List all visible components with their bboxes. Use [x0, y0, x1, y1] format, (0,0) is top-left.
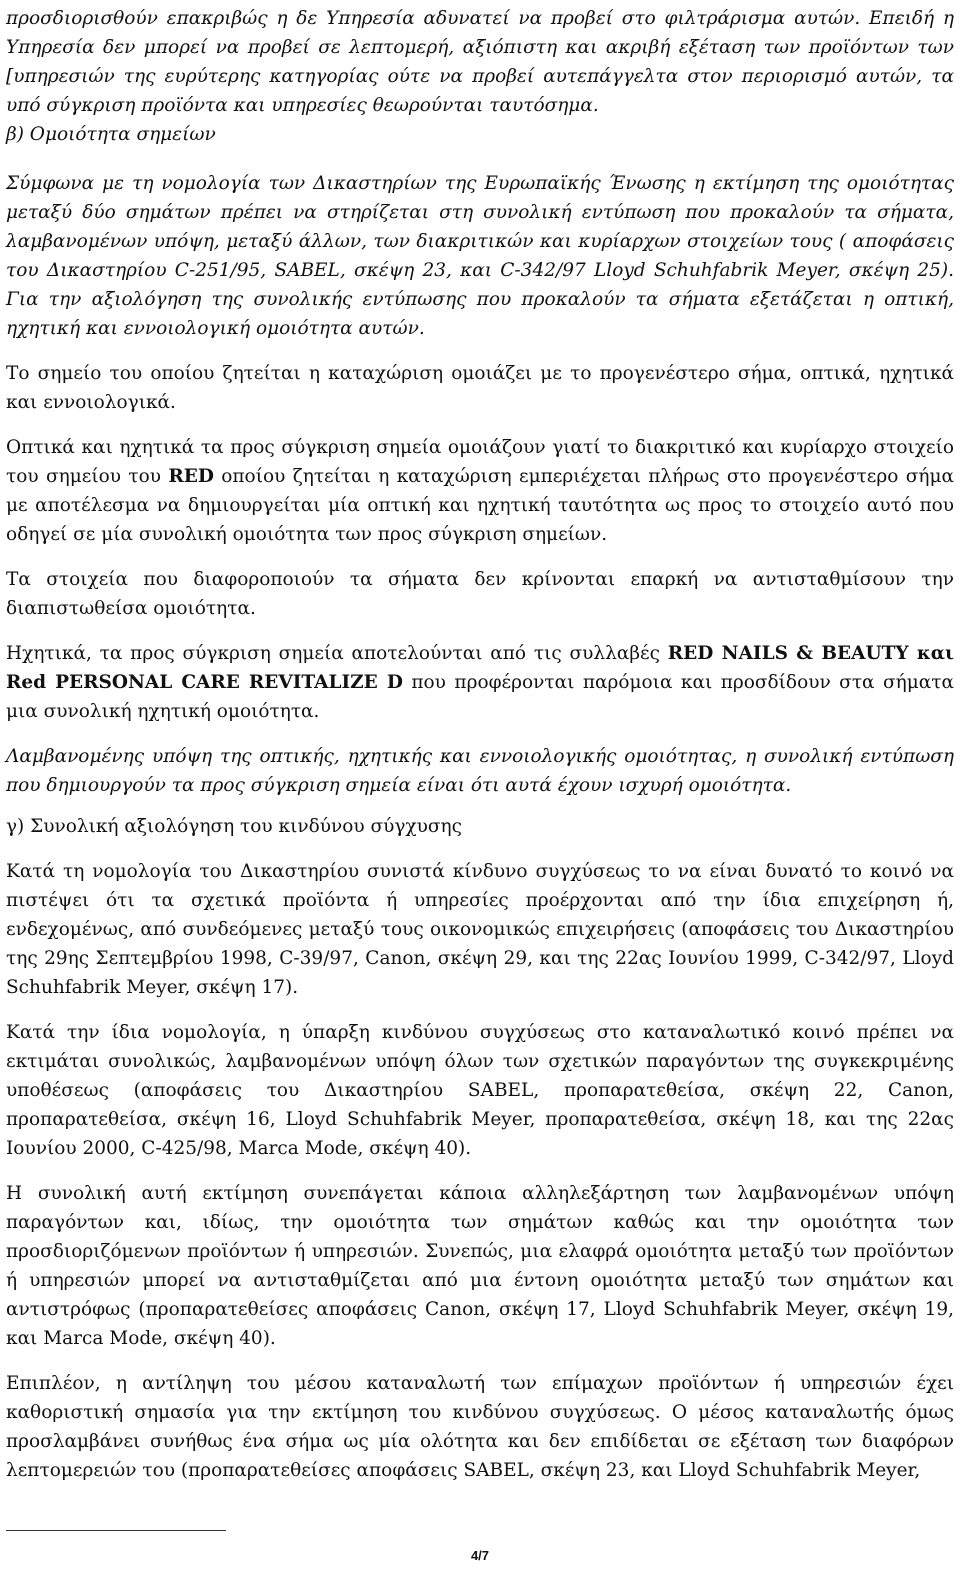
paragraph-visual-start: Οπτικά και ηχητικά τα προς σύγκριση σημεία ομοιάζουν γιατί το διακριτικό και κυρίαρχο στοιχείο του σημείου του: [6, 437, 954, 487]
page-number: 4/7: [470, 1548, 490, 1563]
paragraph-consumer: Επιπλέον, η αντίληψη του μέσου καταναλωτή των επίμαχων προϊόντων ή υπηρεσιών έχει καθοριστική σημασία για την εκτίμηση του κινδύνου συγχύσεως. Ο μέσος καταναλωτής όμως προσλαμβάνει συνήθως ένα σήμα ως μία ολότητα και δεν επιδίδεται σε εξέταση των διαφόρων λεπτομερειών του (προπαρατεθείσες αποφάσεις SABEL, σκέψη 23, και Lloyd Schuhfabrik Meyer,: [6, 1373, 954, 1481]
paragraph-jurisprudence: Σύμφωνα με τη νομολογία των Δικαστηρίων της Ευρωπαϊκής Ένωσης η εκτίμηση της ομοιότητας μεταξύ δύο σημάτων πρέπει να στηρίζεται στη συνολική εντύπωση που προκαλούν τα σήματα, λαμβανομένων υπόψη, μεταξύ άλλων, των διακριτικών και κυρίαρχων στοιχείων τους ( αποφάσεις του Δικαστηρίου C-251/95, SABEL, σκέψη 23, και C-342/97 Lloyd Schuhfabrik Meyer, σκέψη 25). Για την αξιολόγηση της συνολικής εντύπωσης που προκαλούν τα σήματα εξετάζεται η οπτική, ηχητική και εννοιολογική ομοιότητα αυτών.: [6, 173, 954, 339]
intro-paragraph: προσδιορισθούν επακριβώς η δε Υπηρεσία αδυνατεί να προβεί στο φιλτράρισμα αυτών. Επειδή η Υπηρεσία δεν μπορεί να προβεί σε λεπτομερή, αξιόπιστη και ακριβή εξέταση των προϊόντων των [υπηρεσιών της ευρύτερης κατηγορίας ούτε να προβεί αυτεπάγγελτα στον περιορισμό αυτών, τα υπό σύγκριση προϊόντα και υπηρεσίες θεωρούνται ταυτόσημα.: [6, 8, 954, 116]
paragraph-resembles: Το σημείο του οποίου ζητείται η καταχώριση ομοιάζει με το προγενέστερο σήμα, οπτικά, ηχητικά και εννοιολογικά.: [6, 363, 954, 413]
paragraph-global-assessment: Κατά την ίδια νομολογία, η ύπαρξη κινδύνου συγχύσεως στο καταναλωτικό κοινό πρέπει να εκτιμάται συνολικώς, λαμβανομένων υπόψη όλων των σχετικών παραγόντων της συγκεκριμένης υποθέσεως (αποφάσεις του Δικαστηρίου SABEL, προπαρατεθείσα, σκέψη 22, Canon, προπαρατεθείσα, σκέψη 16, Lloyd Schuhfabrik Meyer, προπαρατεθείσα, σκέψη 18, και της 22ας Ιουνίου 2000, C-425/98, Marca Mode, σκέψη 40).: [6, 1022, 954, 1159]
paragraph-phonetic: [6, 639, 954, 726]
footer-divider: [6, 1530, 226, 1531]
mark-red-bold: RED: [168, 466, 214, 487]
paragraph-interdependence: Η συνολική αυτή εκτίμηση συνεπάγεται κάποια αλληλεξάρτηση των λαμβανομένων υπόψη παραγόντων και, ιδίως, την ομοιότητα των σημάτων καθώς και την ομοιότητα των προσδιοριζόμενων προϊόντων ή υπηρεσιών. Συνεπώς, μια ελαφρά ομοιότητα μεταξύ των προϊόντων ή υπηρεσιών μπορεί να αντισταθμίζεται από μια έντονη ομοιότητα μεταξύ των σημάτων και αντιστρόφως (προπαρατεθείσες αποφάσεις Canon, σκέψη 17, Lloyd Schuhfabrik Meyer, σκέψη 19, και Marca Mode, σκέψη 40).: [6, 1183, 954, 1349]
paragraph-overall: Λαμβανομένης υπόψη της οπτικής, ηχητικής και εννοιολογικής ομοιότητας, η συνολική εντύπωση που δημιουργούν τα προς σύγκριση σημεία είναι ότι αυτά έχουν ισχυρή ομοιότητα.: [6, 746, 954, 796]
marks-names-bold: RED NAILS & BEAUTY και Red PERSONAL CARE REVITALIZE D: [6, 643, 954, 693]
paragraph-visual: [6, 433, 954, 549]
section-heading-b: β) Ομοιότητα σημείων: [6, 124, 216, 145]
document-body: [6, 4, 954, 1485]
paragraph-risk-definition: Κατά τη νομολογία του Δικαστηρίου συνιστά κίνδυνο συγχύσεως το να είναι δυνατό το κοινό να πιστέψει ότι τα σχετικά προϊόντα ή υπηρεσίες προέρχονται από την ίδια επιχείρηση ή, ενδεχομένως, από συνδεόμενες μεταξύ τους οικονομικώς επιχειρήσεις (αποφάσεις του Δικαστηρίου της 29ης Σεπτεμβρίου 1998, C-39/97, Canon, σκέψη 29, και της 22ας Ιουνίου 1999, C-342/97, Lloyd Schuhfabrik Meyer, σκέψη 17).: [6, 861, 954, 998]
section-heading-c: γ) Συνολική αξιολόγηση του κινδύνου σύγχυσης: [6, 816, 462, 837]
paragraph-differences: Τα στοιχεία που διαφοροποιούν τα σήματα δεν κρίνονται επαρκή να αντισταθμίσουν την διαπιστωθείσα ομοιότητα.: [6, 569, 954, 619]
paragraph-phonetic-end: που προφέρονται παρόμοια και προσδίδουν στα σήματα μια συνολική ηχητική ομοιότητα.: [6, 672, 954, 722]
paragraph-phonetic-start: Ηχητικά, τα προς σύγκριση σημεία αποτελούνται από τις συλλαβές: [6, 643, 668, 664]
paragraph-visual-end: οποίου ζητείται η καταχώριση εμπεριέχεται πλήρως στο προγενέστερο σήμα με αποτέλεσμα να δημιουργείται μία οπτική και ηχητική ταυτότητα ως προς το στοιχείο αυτό που οδηγεί σε μία συνολική ομοιότητα των προς σύγκριση σημείων.: [6, 466, 954, 545]
